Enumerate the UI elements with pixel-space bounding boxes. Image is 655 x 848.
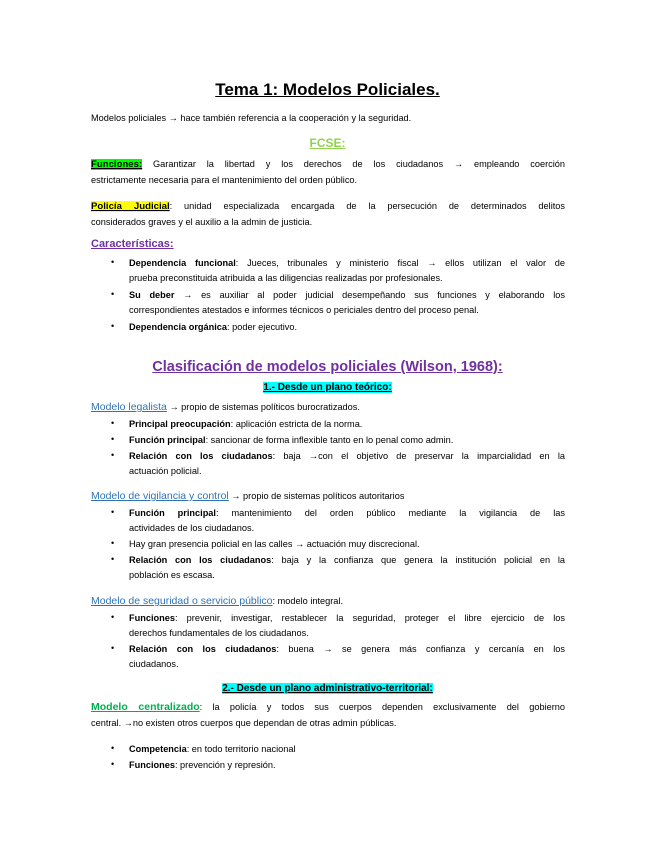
page-title: Tema 1: Modelos Policiales. xyxy=(215,80,440,99)
policia-judicial-label: Policía Judicial xyxy=(91,201,170,212)
list-item: Dependencia funcional: Jueces, tribunales y ministerio fiscal → ellos utilizan el valor de xyxy=(129,258,565,268)
funciones-line2: estrictamente necesaria para el mantenimiento del orden público. xyxy=(91,175,358,185)
bullet-icon: • xyxy=(111,538,115,548)
list-item: Relación con los ciudadanos: buena → se genera más confianza y cercanía en los xyxy=(129,644,565,654)
servicio-line: Modelo de seguridad o servicio público: modelo integral. xyxy=(91,595,344,607)
bullet-icon: • xyxy=(111,321,115,331)
servicio-label: Modelo de seguridad o servicio público xyxy=(91,595,273,607)
list-item: Relación con los ciudadanos: baja →con el objetivo de preservar la imparcialidad en la xyxy=(129,451,565,461)
list-item-cont: correspondientes atestados e informes técnicos o periciales dentro del proceso penal. xyxy=(129,305,479,315)
bullet-icon: • xyxy=(111,418,115,428)
bullet-icon: • xyxy=(111,434,115,444)
caracteristicas-heading: Características: xyxy=(91,238,174,250)
list-item-cont: prueba preconstituida atribuida a las diligencias realizadas por profesionales. xyxy=(129,273,443,283)
list-item: Funciones: prevención y represión. xyxy=(129,760,276,770)
centralizado-line2: central. →no existen otros cuerpos que dependan de otras admin públicas. xyxy=(91,718,397,728)
policia-judicial-text: : unidad especializada encargada de la persecución de determinados delitos xyxy=(169,201,565,211)
policia-judicial-line1 xyxy=(91,199,565,214)
list-item-cont: ciudadanos. xyxy=(129,659,179,669)
funciones-label: Funciones: xyxy=(91,159,143,170)
legalista-line: Modelo legalista → propio de sistemas políticos burocratizados. xyxy=(91,401,360,413)
centralizado-label: Modelo centralizado xyxy=(91,701,200,713)
bullet-icon: • xyxy=(111,289,115,299)
clasificacion-heading: Clasificación de modelos policiales (Wilson, 1968): xyxy=(152,359,503,375)
centralizado-line1: Modelo centralizado: la policía y todos sus cuerpos dependen exclusivamente del gobierno xyxy=(91,701,566,713)
bullet-icon: • xyxy=(111,743,115,753)
bullet-icon: • xyxy=(111,257,115,267)
list-item: Funciones: prevenir, investigar, restablecer la seguridad, proteger el libre ejercicio de los xyxy=(129,613,565,623)
funciones-text: Garantizar la libertad y los derechos de los ciudadanos → empleando coerción xyxy=(153,159,565,169)
vigilancia-label: Modelo de vigilancia y control xyxy=(91,490,229,502)
list-item: Hay gran presencia policial en las calles → actuación muy discrecional. xyxy=(129,539,420,549)
list-item: Función principal: mantenimiento del orden público mediante la vigilancia de las xyxy=(129,508,565,518)
list-item: Relación con los ciudadanos: baja y la confianza que genera la institución policial en la xyxy=(129,555,565,565)
list-item: Función principal: sancionar de forma inflexible tanto en lo penal como admin. xyxy=(129,435,454,445)
funciones-line1 xyxy=(91,157,565,172)
bullet-icon: • xyxy=(111,554,115,564)
list-item: Competencia: en todo territorio nacional xyxy=(129,744,296,754)
intro-text: Modelos policiales → hace también referencia a la cooperación y la seguridad. xyxy=(91,113,412,123)
plano-admin-heading: 2.- Desde un plano administrativo-territorial: xyxy=(222,683,433,694)
bullet-icon: • xyxy=(111,643,115,653)
list-item: Su deber → es auxiliar al poder judicial desempeñando sus funciones y elaborando los xyxy=(129,290,565,300)
list-item-cont: derechos fundamentales de los ciudadanos. xyxy=(129,628,309,638)
list-item-cont: actuación policial. xyxy=(129,466,202,476)
list-item: Dependencia orgánica: poder ejecutivo. xyxy=(129,322,298,332)
fcse-heading: FCSE: xyxy=(309,136,346,150)
list-item-cont: población es escasa. xyxy=(129,570,215,580)
policia-judicial-line2: considerados graves y el auxilio a la admin de justicia. xyxy=(91,217,313,227)
bullet-icon: • xyxy=(111,450,115,460)
list-item: Principal preocupación: aplicación estricta de la norma. xyxy=(129,419,363,429)
bullet-icon: • xyxy=(111,759,115,769)
list-item-cont: actividades de los ciudadanos. xyxy=(129,523,255,533)
legalista-label: Modelo legalista xyxy=(91,401,167,413)
bullet-icon: • xyxy=(111,612,115,622)
vigilancia-line: Modelo de vigilancia y control → propio de sistemas políticos autoritarios xyxy=(91,490,405,502)
plano-teorico-heading: 1.- Desde un plano teórico: xyxy=(263,382,392,393)
bullet-icon: • xyxy=(111,507,115,517)
